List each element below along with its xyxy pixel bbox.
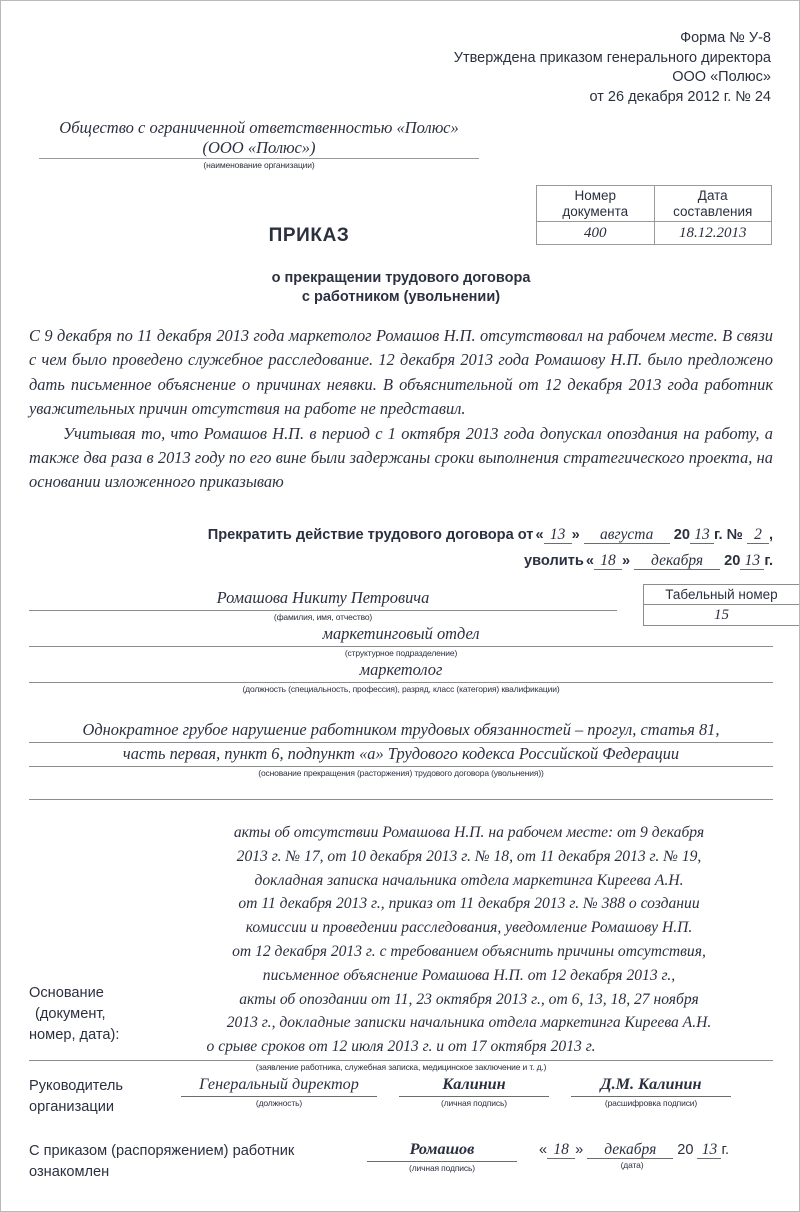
- employee-signature-cell: [367, 1139, 517, 1174]
- page-subtitle: [29, 269, 773, 307]
- form-approval-date: от 26 декабря 2012 г. № 24: [589, 88, 771, 105]
- organization-caption: (наименование организации): [203, 160, 315, 170]
- employee-position-caption: (должность (специальность, профессия), разряд, класс (категория) квалификации): [242, 684, 560, 694]
- employee-acknowledgement-row: [29, 1139, 773, 1183]
- dismiss-month-field[interactable]: декабря: [634, 552, 720, 570]
- grounds-line[interactable]: о срыве сроков от 12 июля 2013 г. и от 17 октября 2013 г.: [29, 1035, 773, 1061]
- grounds-line[interactable]: 2013 г. № 17, от 10 декабря 2013 г. № 18, от 11 декабря 2013 г. № 19,: [236, 847, 702, 865]
- dismiss-year-suffix: г.: [764, 553, 773, 569]
- dismiss-year-field[interactable]: 13: [740, 552, 764, 570]
- acknowledgement-year-prefix: 20: [677, 1142, 694, 1158]
- column-header-compile-date: [654, 186, 772, 222]
- terminate-contract-label: Прекратить действие трудового договора от: [207, 527, 534, 543]
- form-approver-org: ООО «Полюс»: [672, 69, 771, 85]
- dismiss-year-prefix: 20: [724, 553, 741, 569]
- doc-number-header-line2: документа: [562, 203, 629, 219]
- quote-open: «: [535, 527, 544, 543]
- contract-year-suffix: г. №: [713, 527, 743, 543]
- manager-signature-row: [29, 1074, 773, 1118]
- page-subtitle-line1: о прекращении трудового договора: [271, 270, 531, 286]
- order-directive-block: [29, 524, 773, 572]
- termination-reason-caption: (основание прекращения (расторжения) трудового договора (увольнения)): [258, 768, 544, 778]
- employee-signature-field[interactable]: Ромашов: [367, 1139, 517, 1162]
- manager-label-line2: организации: [29, 1099, 115, 1115]
- contract-month-field[interactable]: августа: [584, 526, 670, 544]
- doc-date-header-line1: Дата: [697, 188, 728, 203]
- employee-name-field[interactable]: Ромашова Никиту Петровича: [29, 587, 617, 611]
- quote-open: «: [539, 1142, 548, 1158]
- manager-label-line1: Руководитель: [29, 1078, 124, 1094]
- contract-day-field[interactable]: 13: [544, 526, 572, 544]
- employee-department-caption: (структурное подразделение): [344, 648, 458, 658]
- acknowledgement-month-field[interactable]: декабря: [587, 1141, 673, 1159]
- grounds-line[interactable]: докладная записка начальника отдела маркетинга Киреева А.Н.: [254, 871, 684, 889]
- organization-block: [39, 118, 479, 171]
- employee-name-caption: (фамилия, имя, отчество): [273, 612, 373, 622]
- contract-year-prefix: 20: [673, 527, 690, 543]
- organization-short-name: (ООО «Полюс»): [39, 138, 479, 159]
- termination-reason-block: [29, 719, 773, 800]
- manager-signature-cell: [399, 1074, 549, 1109]
- manager-label: [29, 1074, 181, 1118]
- manager-signature-field[interactable]: Калинин: [399, 1074, 549, 1097]
- manager-name-field[interactable]: Д.М. Калинин: [571, 1074, 731, 1097]
- organization-full-name: Общество с ограниченной ответственностью «Полюс»: [59, 118, 459, 137]
- employee-department-field[interactable]: маркетинговый отдел: [29, 623, 773, 647]
- acknowledgement-label: [29, 1139, 367, 1183]
- doc-number-header-line1: Номер: [574, 188, 617, 203]
- column-header-document-number: [537, 186, 655, 222]
- personnel-number-header: Табельный номер: [644, 585, 800, 605]
- quote-close: »: [571, 527, 580, 543]
- quote-close: »: [575, 1142, 584, 1158]
- grounds-line[interactable]: акты об отсутствии Ромашова Н.П. на рабочем месте: от 9 декабря: [233, 824, 705, 841]
- employee-position-field[interactable]: маркетолог: [29, 659, 773, 683]
- manager-position-caption: (должность): [255, 1098, 303, 1108]
- acknowledgement-date-cell: [539, 1139, 729, 1171]
- termination-reason-blank-line[interactable]: [29, 779, 773, 800]
- termination-reason-line1[interactable]: Однократное грубое нарушение работником трудовых обязанностей – прогул, статья 81,: [29, 719, 773, 743]
- contract-year-field[interactable]: 13: [690, 526, 714, 544]
- quote-open: «: [585, 553, 594, 569]
- personnel-number-table: [643, 584, 800, 626]
- manager-name-caption: (расшифровка подписи): [604, 1098, 698, 1108]
- grounds-caption: (заявление работника, служебная записка, медицинское заключение и т. д.): [255, 1061, 547, 1072]
- grounds-line[interactable]: 2013 г., докладные записки начальника отдела маркетинга Киреева А.Н.: [226, 1014, 712, 1032]
- grounds-line[interactable]: письменное объяснение Ромашова Н.П. от 12 декабря 2013 г.,: [262, 966, 676, 984]
- employee-signature-caption: (личная подпись): [409, 1163, 475, 1173]
- employee-acknowledgement-block: [29, 1139, 773, 1183]
- acknowledgement-day-field[interactable]: 18: [547, 1141, 575, 1159]
- termination-reason-line2[interactable]: часть первая, пункт 6, подпункт «а» Трудового кодекса Российской Федерации: [29, 743, 773, 767]
- grounds-line[interactable]: от 11 декабря 2013 г., приказ от 11 декабря 2013 г. № 388 о создании: [238, 895, 700, 913]
- page-title: ПРИКАЗ: [268, 225, 350, 246]
- contract-number-field[interactable]: 2: [747, 526, 769, 544]
- dismiss-row: [29, 550, 773, 572]
- manager-position-cell: [181, 1074, 377, 1109]
- manager-signature-block: [29, 1074, 773, 1118]
- acknowledgement-label-line1: С приказом (распоряжением) работник: [29, 1143, 295, 1159]
- acknowledgement-year-suffix: г.: [721, 1142, 730, 1158]
- acknowledgement-label-line2: ознакомлен: [29, 1164, 110, 1180]
- dismiss-day-field[interactable]: 18: [594, 552, 622, 570]
- document-number-value: 400: [537, 222, 655, 245]
- order-body: [29, 324, 773, 495]
- manager-name-cell: [571, 1074, 731, 1109]
- grounds-lines: [165, 821, 773, 1073]
- table-row: [537, 186, 772, 222]
- document-date-value: 18.12.2013: [654, 222, 772, 245]
- personnel-number-value[interactable]: 15: [644, 605, 800, 626]
- manager-position-field[interactable]: Генеральный директор: [181, 1074, 377, 1097]
- grounds-line[interactable]: от 12 декабря 2013 г. с требованием объяснить причины отсутствия,: [232, 942, 706, 960]
- acknowledgement-date-caption: (дата): [620, 1160, 644, 1170]
- dismiss-label: уволить: [524, 553, 584, 569]
- acknowledgement-year-field[interactable]: 13: [697, 1141, 721, 1159]
- form-number: Форма № У-8: [680, 30, 771, 46]
- grounds-line[interactable]: акты об опоздании от 11, 23 октября 2013 г., от 6, 13, 18, 27 ноября: [239, 990, 699, 1008]
- form-approval-header: [454, 29, 771, 107]
- acknowledgement-date-row: [539, 1139, 729, 1159]
- manager-signature-caption: (личная подпись): [441, 1098, 507, 1108]
- quote-close: »: [621, 553, 631, 569]
- page-subtitle-line2: с работником (увольнении): [301, 289, 501, 305]
- body-paragraph-2: Учитывая то, что Ромашов Н.П. в период с 1 октября 2013 года допускал опоздания на работу, а также два раза в 2013 году по его вине были задержаны сроки выполнения стратегического проекта, на основании изложенного приказываю: [29, 423, 773, 492]
- grounds-label-line3: номер, дата):: [29, 1027, 120, 1043]
- body-paragraph-1: С 9 декабря по 11 декабря 2013 года маркетолог Ромашов Н.П. отсутствовал на рабочем месте. В связи с чем было проведено служебное расследование. 12 декабря 2013 года Ромашову Н.П. было предложено дать письменное объяснение о причинах неявки. В объяснительной от 12 декабря 2013 года работник уважительных причин отсутствия на работе не представил.: [29, 326, 773, 419]
- grounds-label-line1: Основание: [29, 985, 104, 1001]
- table-row: [644, 605, 800, 626]
- table-row: [644, 585, 800, 605]
- doc-date-header-line2: составления: [673, 203, 753, 219]
- terminate-contract-row: [29, 524, 773, 546]
- grounds-line[interactable]: комиссии и проведении расследования, уведомление Ромашову Н.П.: [245, 919, 693, 937]
- form-approved-by: Утверждена приказом генерального директора: [453, 49, 771, 66]
- grounds-label-line2: (документ,: [35, 1006, 106, 1022]
- contract-trailing-comma: ,: [768, 527, 773, 543]
